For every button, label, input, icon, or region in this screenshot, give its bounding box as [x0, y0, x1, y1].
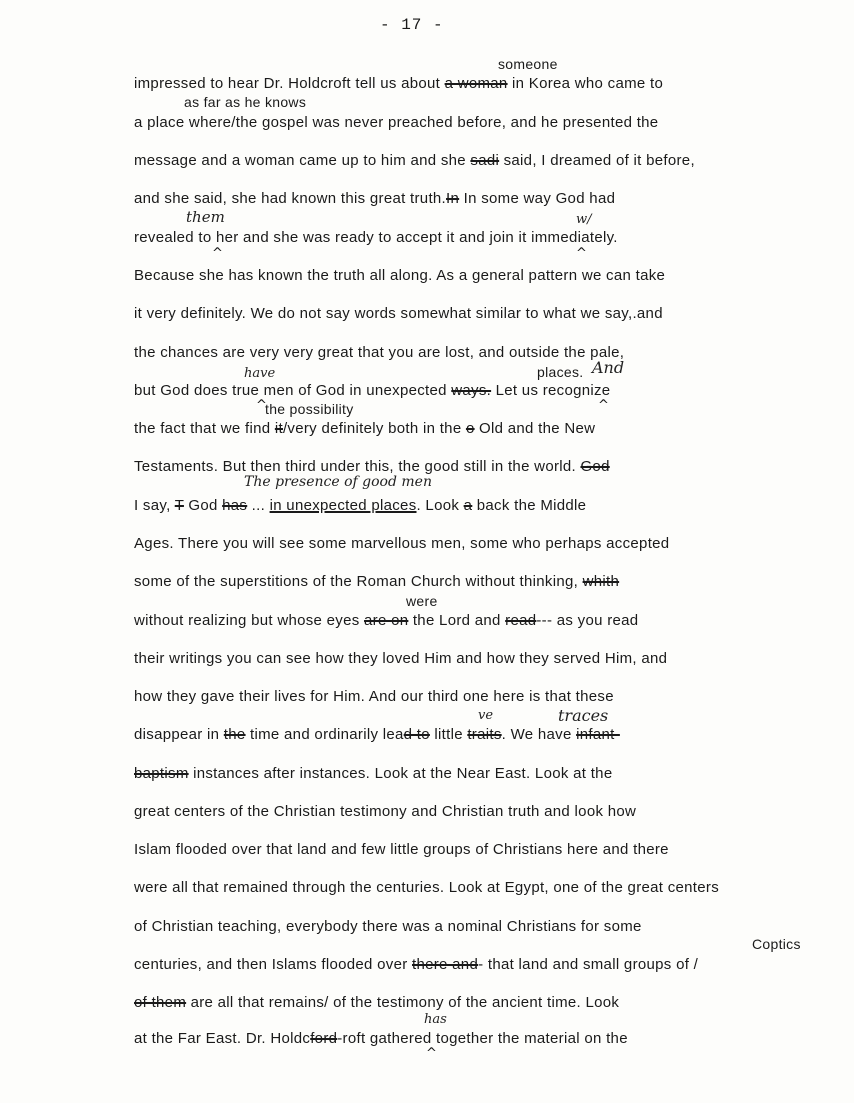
text-line-1: impressed to hear Dr. Holdcroft tell us about a woman in Korea who came to: [134, 75, 664, 92]
insertion-places: places.: [537, 364, 584, 380]
text-line-7: it very definitely. We do not say words somewhat similar to what we say,.and: [134, 305, 663, 322]
insertion-coptics: Coptics: [752, 936, 801, 952]
handwritten-has: has: [424, 1012, 447, 1027]
page-number: - 17 -: [380, 16, 444, 34]
insertion-someone: someone: [498, 56, 558, 72]
text-line-21: Islam flooded over that land and few little groups of Christians here and there: [134, 841, 669, 858]
text-line-22: were all that remained through the centuries. Look at Egypt, one of the great centers: [134, 879, 720, 896]
handwritten-ve: ve: [478, 708, 494, 723]
handwritten-w: w/: [576, 212, 592, 227]
text-line-19: baptism instances after instances. Look at the Near East. Look at the: [134, 765, 613, 782]
text-line-18: disappear in the time and ordinarily lead to little traits. We have infant-: [134, 726, 620, 743]
insertion-were: were: [406, 593, 438, 609]
handwritten-them: them: [186, 208, 225, 226]
text-line-14: some of the superstitions of the Roman Church without thinking, whith: [134, 573, 620, 590]
text-line-23: of Christian teaching, everybody there was a nominal Christians for some: [134, 918, 642, 935]
text-line-10: the fact that we find it/very definitely both in the o Old and the New: [134, 420, 596, 437]
text-line-15: without realizing but whose eyes are on the Lord and read--- as you read: [134, 612, 639, 629]
insert-caret: ^: [576, 246, 587, 261]
insertion-the-possibility: the possibility: [265, 401, 354, 417]
handwritten-traces: traces: [558, 706, 609, 725]
text-line-2: a place where/the gospel was never preached before, and he presented the: [134, 114, 659, 131]
text-line-13: Ages. There you will see some marvellous men, some who perhaps accepted: [134, 535, 670, 552]
text-line-9: but God does true men of God in unexpected ways. Let us recognize: [134, 382, 611, 399]
insertion-as-far-as: as far as he knows: [184, 94, 307, 110]
insert-caret: ^: [256, 398, 267, 413]
text-line-16: their writings you can see how they loved Him and how they served Him, and: [134, 650, 668, 667]
handwritten-and: And: [592, 358, 625, 377]
text-line-20: great centers of the Christian testimony and Christian truth and look how: [134, 803, 637, 820]
text-line-4: and she said, she had known this great truth.In In some way God had: [134, 190, 616, 207]
text-line-26: at the Far East. Dr. Holdcford-roft gathered together the material on the: [134, 1030, 628, 1047]
text-line-25: of them are all that remains/ of the testimony of the ancient time. Look: [134, 994, 620, 1011]
text-line-5: revealed to her and she was ready to accept it and join it immediately.: [134, 229, 618, 246]
text-line-12: I say, T God has ... in unexpected places. Look a back the Middle: [134, 497, 587, 514]
handwritten-presence-of-good-men: The presence of good men: [244, 474, 432, 490]
text-line-6: Because she has known the truth all along. As a general pattern we can take: [134, 267, 666, 284]
handwritten-have: have: [244, 366, 276, 381]
insert-caret: ^: [212, 246, 223, 261]
text-line-8: the chances are very very great that you are lost, and outside the pale,: [134, 344, 625, 361]
text-line-24: centuries, and then Islams flooded over there and- that land and small groups of /: [134, 956, 699, 973]
text-line-11: Testaments. But then third under this, the good still in the world. God: [134, 458, 610, 475]
insert-caret: ^: [598, 398, 609, 413]
text-line-17: how they gave their lives for Him. And our third one here is that these: [134, 688, 614, 705]
text-line-3: message and a woman came up to him and she sadi said, I dreamed of it before,: [134, 152, 695, 169]
insert-caret: ^: [426, 1046, 437, 1061]
